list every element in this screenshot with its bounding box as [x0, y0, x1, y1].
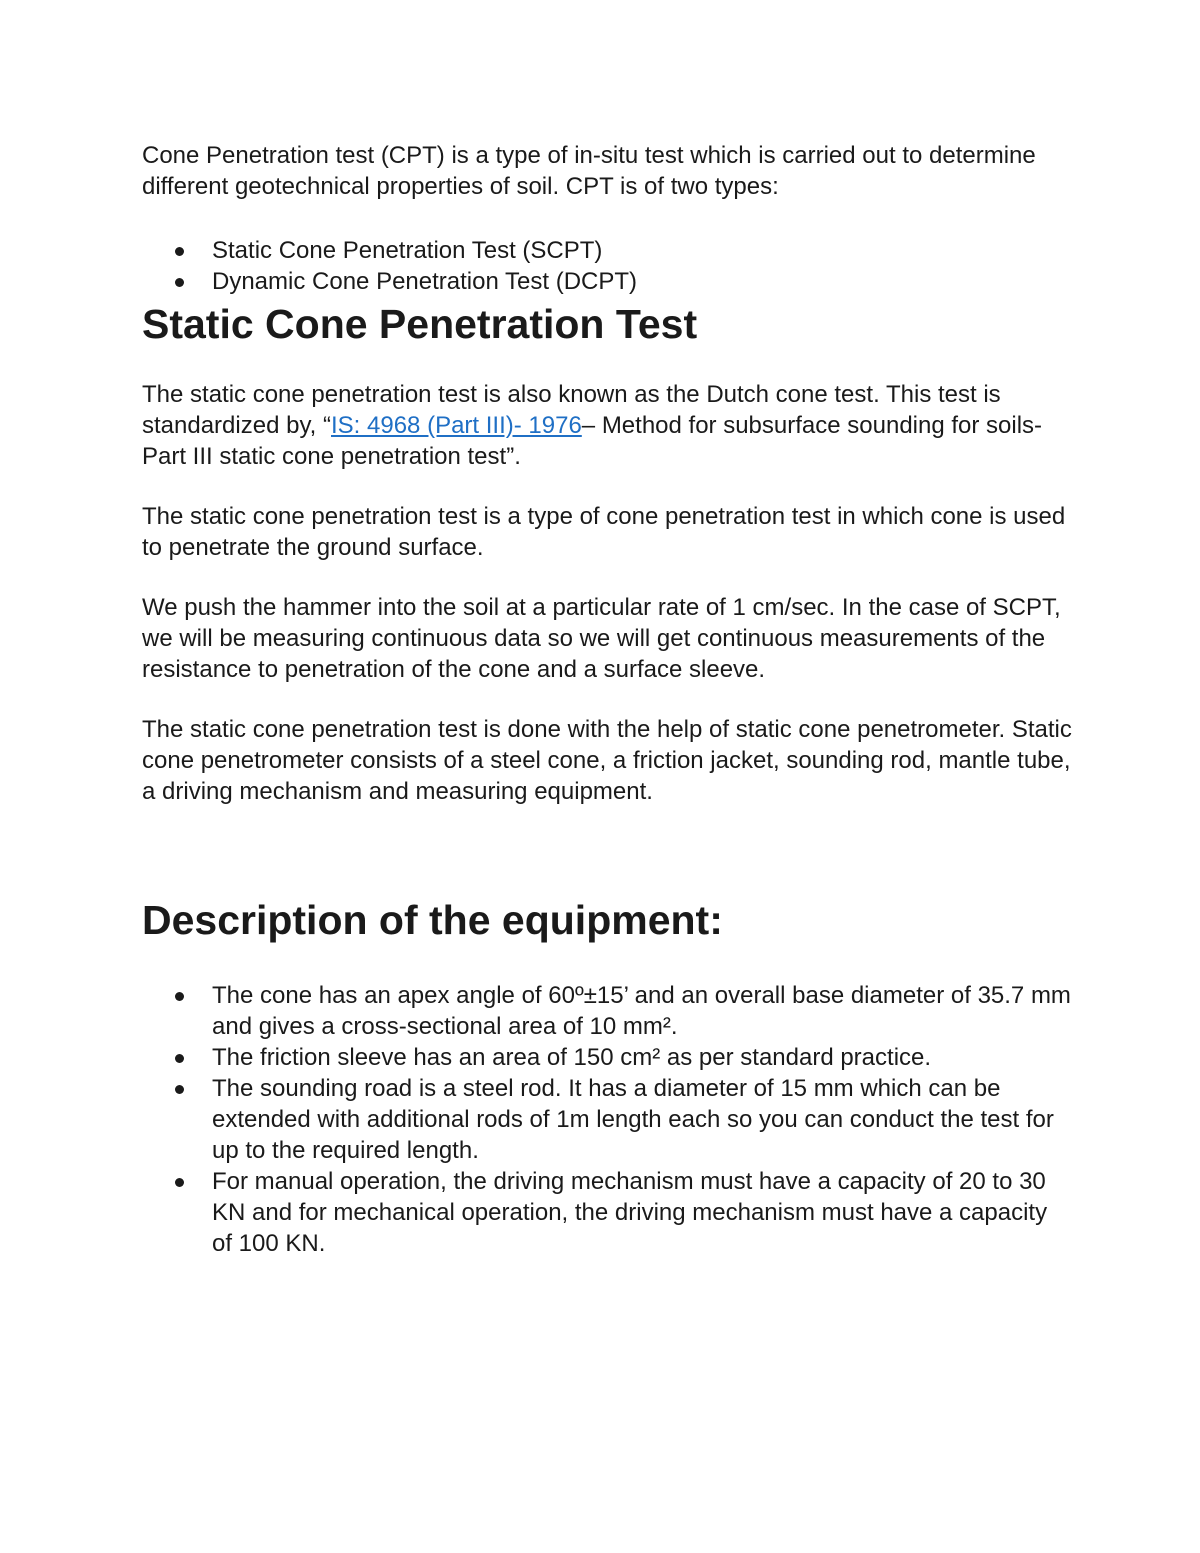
list-item	[142, 1073, 1072, 1166]
list-item-text: Static Cone Penetration Test (SCPT)	[212, 237, 603, 264]
bullet-icon	[175, 278, 184, 287]
document-page	[142, 140, 1072, 1259]
bullet-icon	[175, 1085, 184, 1094]
list-item-text: The cone has an apex angle of 60º±15’ and an overall base diameter of 35.7 mm and gives a cross-sectional area of 10 mm².	[212, 982, 1071, 1040]
bullet-icon	[175, 1178, 184, 1187]
list-item	[142, 266, 1072, 297]
list-item	[142, 1042, 1072, 1073]
cpt-types-list	[142, 235, 1072, 297]
list-item-text: For manual operation, the driving mechanism must have a capacity of 20 to 30 KN and for mechanical operation, the driving mechanism must have a capacity of 100 KN.	[212, 1168, 1048, 1257]
paragraph-standard	[142, 379, 1072, 472]
paragraph-text: – Method for subsurface sounding for soils- Part III static cone penetration test”.	[142, 412, 1043, 470]
bullet-icon	[175, 1054, 184, 1063]
bullet-icon	[175, 247, 184, 256]
paragraph-penetrometer: The static cone penetration test is done with the help of static cone penetrometer. Static cone penetrometer consists of a steel cone, a friction jacket, sounding rod, mantle tube, a driving mechanism and measuring equipment.	[142, 716, 1072, 805]
section-heading-equipment: Description of the equipment:	[142, 897, 723, 943]
intro-paragraph: Cone Penetration test (CPT) is a type of in-situ test which is carried out to determine different geotechnical properties of soil. CPT is of two types:	[142, 142, 1036, 200]
list-item	[142, 235, 1072, 266]
paragraph-procedure: We push the hammer into the soil at a particular rate of 1 cm/sec. In the case of SCPT, we will be measuring continuous data so we will get continuous measurements of the resistance to penetration of the cone and a surface sleeve.	[142, 594, 1061, 683]
paragraph-definition: The static cone penetration test is a type of cone penetration test in which cone is used to penetrate the ground surface.	[142, 503, 1066, 561]
list-item	[142, 1166, 1072, 1259]
paragraph-text: The static cone penetration test is also known as the Dutch cone test. This test is standardized by, “	[142, 381, 1001, 439]
section-heading-static-cpt: Static Cone Penetration Test	[142, 301, 698, 347]
bullet-icon	[175, 992, 184, 1001]
equipment-list	[142, 980, 1072, 1259]
list-item-text: The friction sleeve has an area of 150 cm² as per standard practice.	[212, 1044, 932, 1071]
list-item-text: The sounding road is a steel rod. It has a diameter of 15 mm which can be extended with additional rods of 1m length each so you can conduct the test for up to the required length.	[212, 1075, 1054, 1164]
list-item-text: Dynamic Cone Penetration Test (DCPT)	[212, 268, 638, 295]
is-4968-link[interactable]: IS: 4968 (Part III)- 1976	[331, 412, 582, 439]
list-item	[142, 980, 1072, 1042]
